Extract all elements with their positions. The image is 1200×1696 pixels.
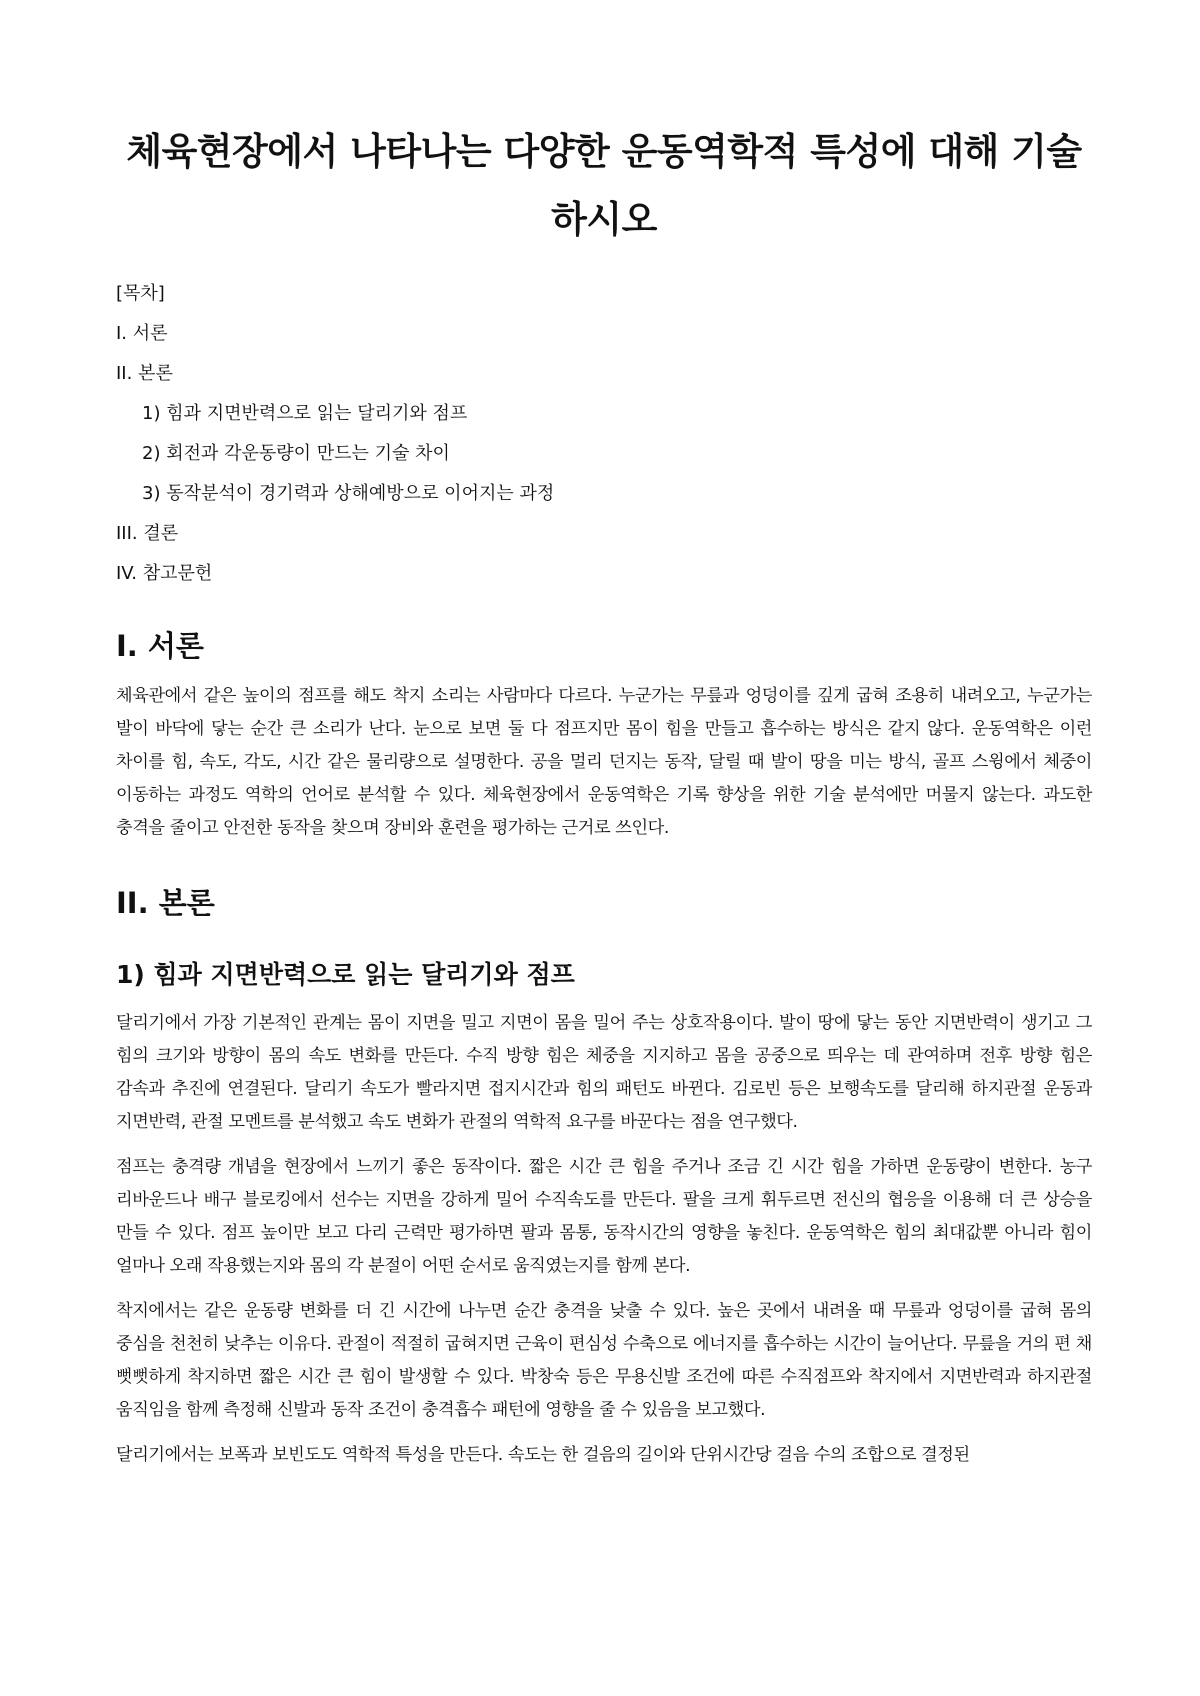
- section-heading-body: II. 본론: [116, 886, 215, 920]
- table-of-contents: [116, 274, 1092, 594]
- section-heading-introduction: I. 서론: [116, 629, 204, 663]
- toc-heading: [목차]: [116, 283, 165, 304]
- toc-item-body-sub2: 2) 회전과 각운동량이 만드는 기술 차이: [142, 443, 450, 464]
- toc-item-body-sub1: 1) 힘과 지면반력으로 읽는 달리기와 점프: [142, 403, 468, 424]
- body-paragraph: 달리기에서 가장 기본적인 관계는 몸이 지면을 밀고 지면이 몸을 밀어 주는 상호작용이다. 발이 땅에 닿는 동안 지면반력이 생기고 그 힘의 크기와 방향이 몸의 속도 변화를 만든다. 수직 방향 힘은 체중을 지지하고 몸을 공중으로 띄우는 데 관여하며 전후 방향 힘은 감속과 추진에 연결된다. 달리기 속도가 빨라지면 접지시간과 힘의 패턴도 바뀐다. 김로빈 등은 보행속도를 달리해 하지관절 운동과 지면반력, 관절 모멘트를 분석했고 속도 변화가 관절의 역학적 요구를 바꾼다는 점을 연구했다.: [116, 1013, 1092, 1132]
- document-title: 체육현장에서 나타나는 다양한 운동역학적 특성에 대해 기술하시오: [126, 130, 1082, 241]
- toc-item-conclusion: III. 결론: [116, 523, 179, 544]
- toc-item-introduction: I. 서론: [116, 323, 168, 344]
- subsection-heading-force-and-grf: 1) 힘과 지면반력으로 읽는 달리기와 점프: [116, 960, 575, 989]
- introduction-paragraph: 체육관에서 같은 높이의 점프를 해도 착지 소리는 사람마다 다르다. 누군가는 무릎과 엉덩이를 깊게 굽혀 조용히 내려오고, 누군가는 발이 바닥에 닿는 순간 큰 소리가 난다. 눈으로 보면 둘 다 점프지만 몸이 힘을 만들고 흡수하는 방식은 같지 않다. 운동역학은 이런 차이를 힘, 속도, 각도, 시간 같은 물리량으로 설명한다. 공을 멀리 던지는 동작, 달릴 때 발이 땅을 미는 방식, 골프 스윙에서 체중이 이동하는 과정도 역학의 언어로 분석할 수 있다. 체육현장에서 운동역학은 기록 향상을 위한 기술 분석에만 머물지 않는다. 과도한 충격을 줄이고 안전한 동작을 찾으며 장비와 훈련을 평가하는 근거로 쓰인다.: [116, 686, 1092, 838]
- toc-item-body-sub3: 3) 동작분석이 경기력과 상해예방으로 이어지는 과정: [142, 483, 555, 504]
- body-paragraph: 착지에서는 같은 운동량 변화를 더 긴 시간에 나누면 순간 충격을 낮출 수 있다. 높은 곳에서 내려올 때 무릎과 엉덩이를 굽혀 몸의 중심을 천천히 낮추는 이유다. 관절이 적절히 굽혀지면 근육이 편심성 수축으로 에너지를 흡수하는 시간이 늘어난다. 무릎을 거의 편 채 뻣뻣하게 착지하면 짧은 시간 큰 힘이 발생할 수 있다. 박창숙 등은 무용신발 조건에 따른 수직점프와 착지에서 지면반력과 하지관절 움직임을 함께 측정해 신발과 동작 조건이 충격흡수 패턴에 영향을 줄 수 있음을 보고했다.: [116, 1301, 1092, 1420]
- body-paragraph: 점프는 충격량 개념을 현장에서 느끼기 좋은 동작이다. 짧은 시간 큰 힘을 주거나 조금 긴 시간 힘을 가하면 운동량이 변한다. 농구 리바운드나 배구 블로킹에서 선수는 지면을 강하게 밀어 수직속도를 만든다. 팔을 크게 휘두르면 전신의 협응을 이용해 더 큰 상승을 만들 수 있다. 점프 높이만 보고 다리 근력만 평가하면 팔과 몸통, 동작시간의 영향을 놓친다. 운동역학은 힘의 최대값뿐 아니라 힘이 얼마나 오래 작용했는지와 몸의 각 분절이 어떤 순서로 움직였는지를 함께 본다.: [116, 1157, 1092, 1276]
- toc-item-body: II. 본론: [116, 363, 173, 384]
- body-paragraph: 달리기에서는 보폭과 보빈도도 역학적 특성을 만든다. 속도는 한 걸음의 길이와 단위시간당 걸음 수의 조합으로 결정된: [116, 1445, 970, 1465]
- toc-item-references: IV. 참고문헌: [116, 563, 213, 584]
